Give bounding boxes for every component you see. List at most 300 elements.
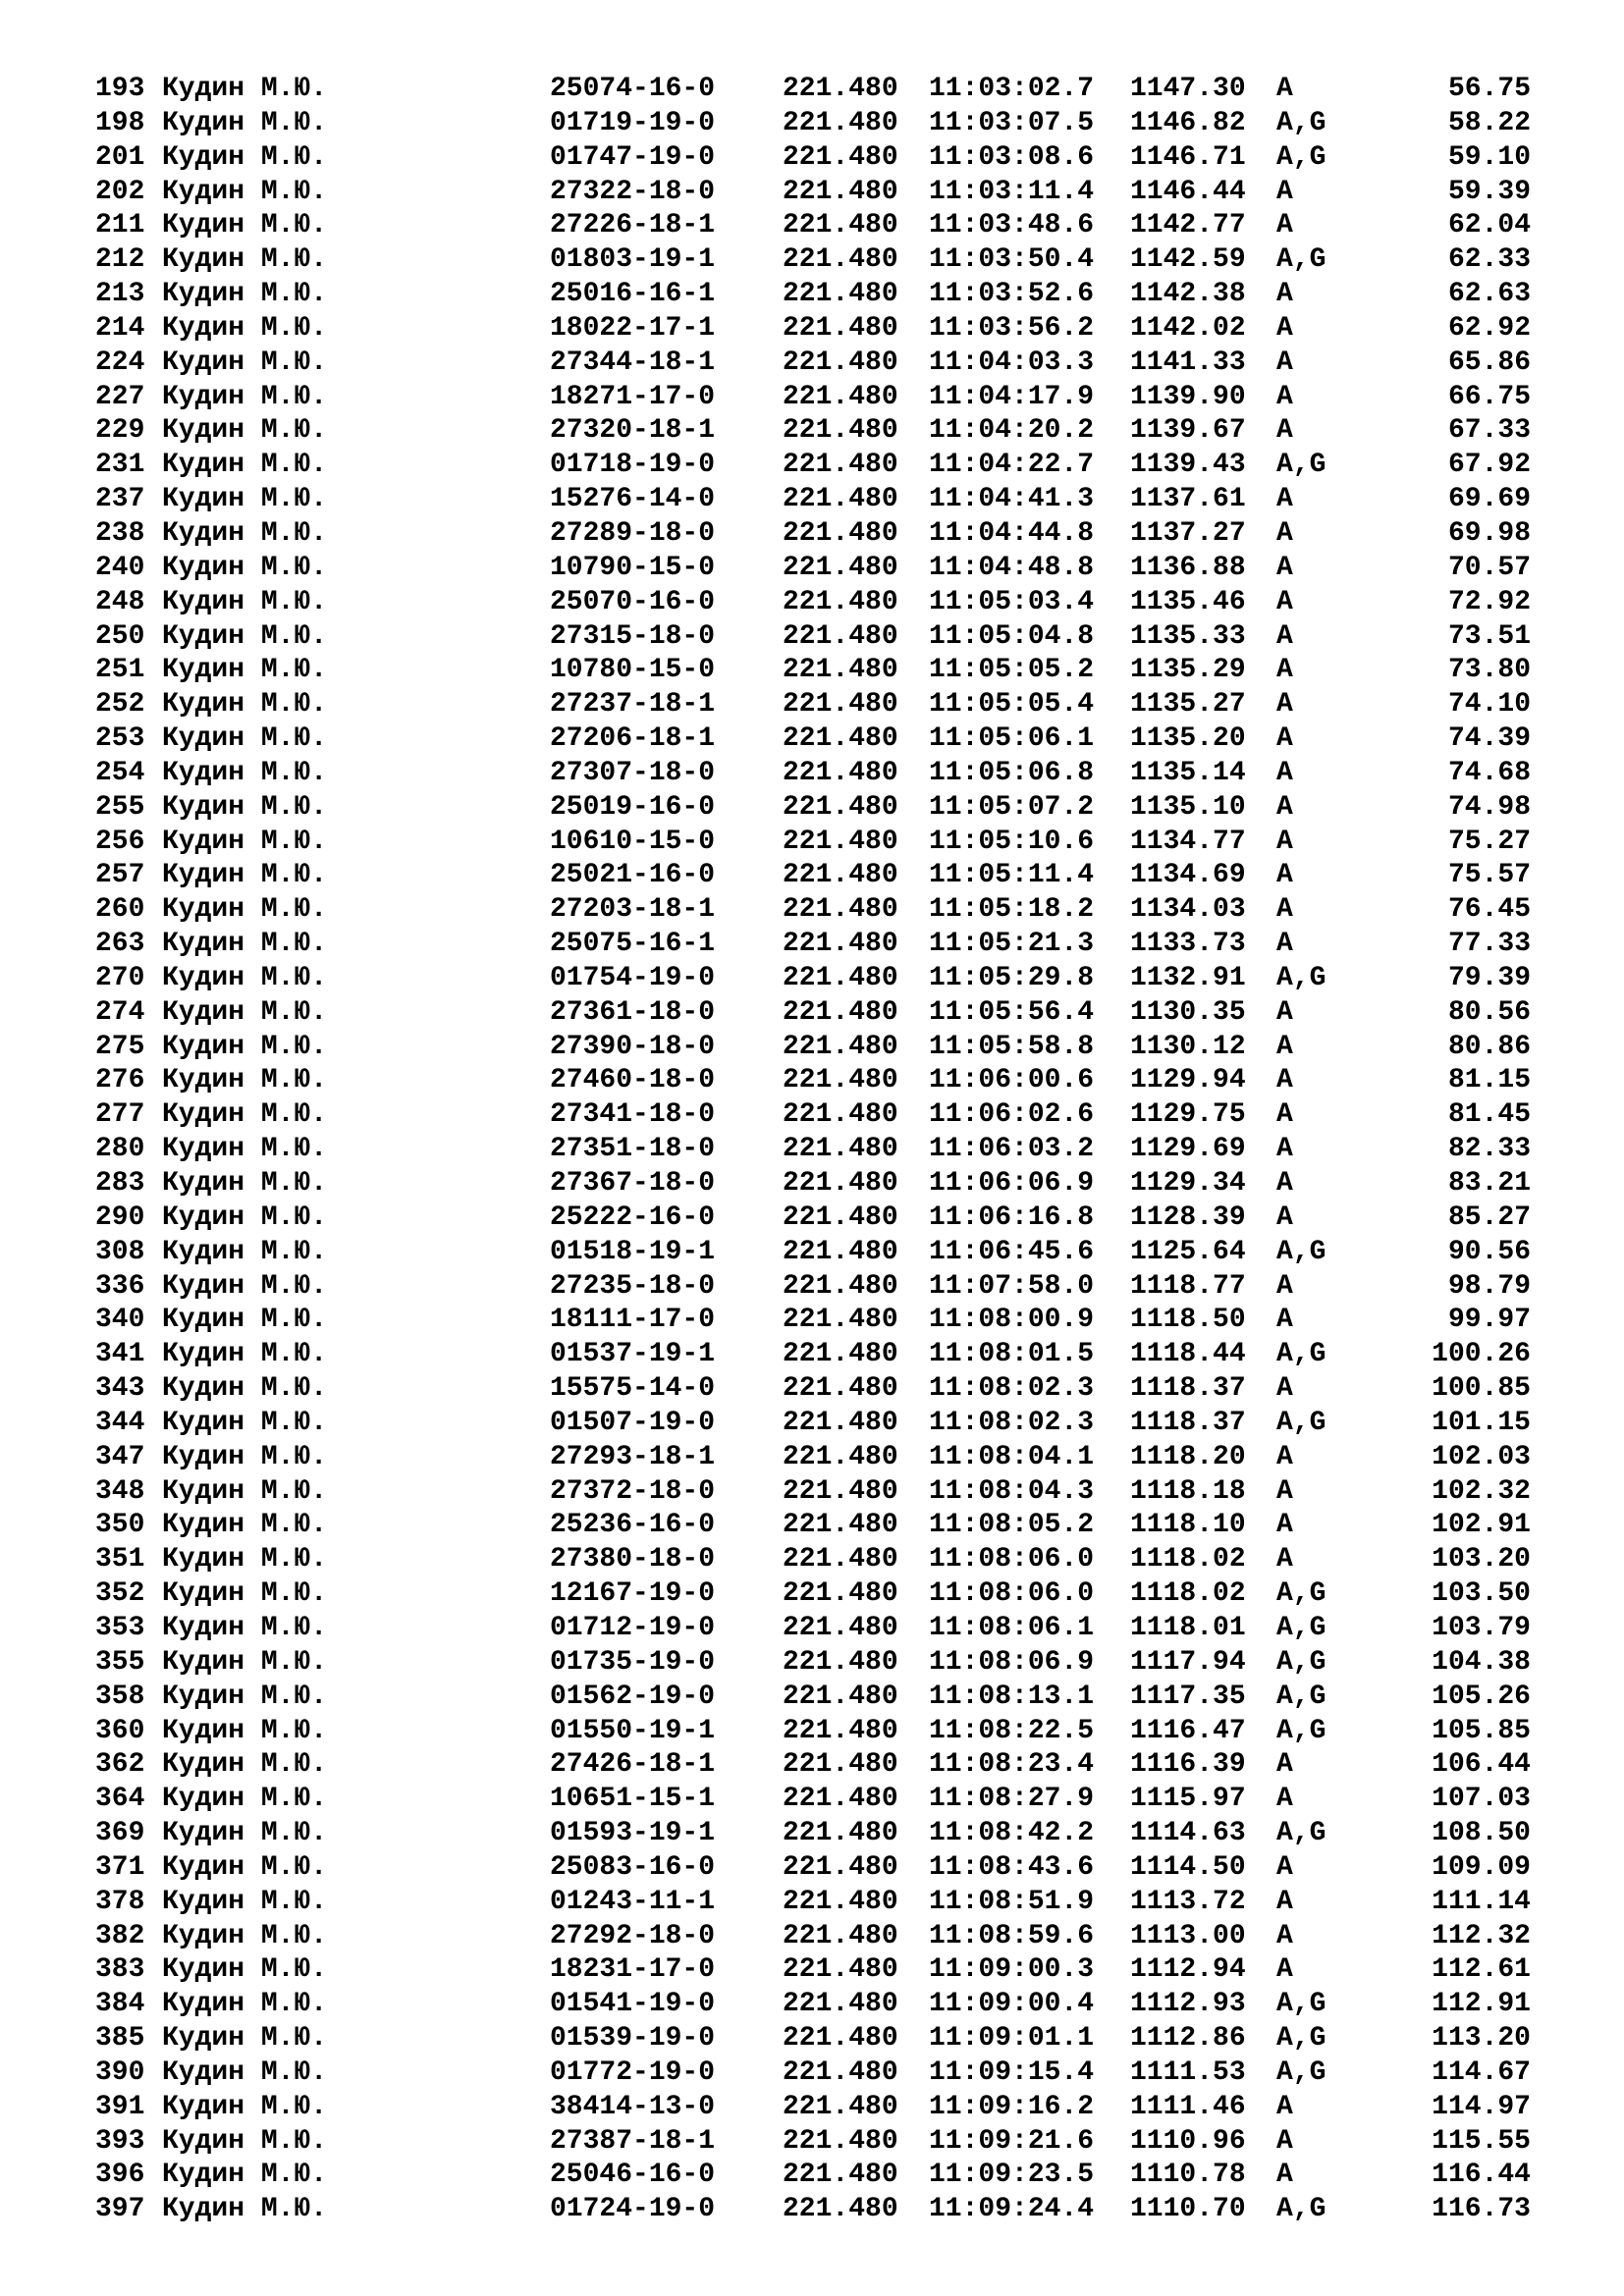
- owner-name: Кудин М.Ю.: [162, 2125, 328, 2157]
- table-row: [0, 1064, 1624, 1098]
- ring-number: 01507-19-0: [550, 1407, 716, 1438]
- ring-number: 27380-18-0: [550, 1544, 716, 1575]
- speed-value: 1116.39: [1130, 1749, 1246, 1781]
- arrival-time: 11:03:52.6: [929, 279, 1095, 310]
- distance-km: 221.480: [783, 74, 898, 104]
- flag-code: A: [1276, 1920, 1293, 1951]
- ring-number: 01562-19-0: [550, 1681, 716, 1712]
- table-row: [0, 1201, 1624, 1236]
- table-row: [0, 1372, 1624, 1407]
- flag-code: A: [1276, 347, 1293, 378]
- speed-value: 1146.71: [1130, 141, 1246, 173]
- table-row: [0, 1509, 1624, 1543]
- table-row: [0, 1817, 1624, 1851]
- arrival-time: 11:08:04.1: [929, 1441, 1095, 1472]
- speed-value: 1115.97: [1130, 1784, 1246, 1815]
- row-number: 251: [95, 655, 145, 686]
- score-value: 79.39: [1447, 962, 1531, 993]
- distance-km: 221.480: [783, 894, 898, 926]
- flag-code: A,G: [1276, 1407, 1326, 1438]
- table-row: [0, 449, 1624, 483]
- table-row: [0, 2125, 1624, 2160]
- speed-value: 1118.10: [1130, 1510, 1246, 1541]
- flag-code: A: [1276, 1851, 1293, 1883]
- score-value: 99.97: [1447, 1305, 1531, 1336]
- owner-name: Кудин М.Ю.: [162, 1612, 328, 1643]
- flag-code: A: [1276, 1544, 1293, 1575]
- table-row: [0, 517, 1624, 552]
- table-row: [0, 243, 1624, 278]
- score-value: 75.27: [1447, 826, 1531, 857]
- table-row: [0, 312, 1624, 347]
- score-value: 90.56: [1447, 1236, 1531, 1267]
- row-number: 391: [95, 2091, 145, 2122]
- ring-number: 10790-15-0: [550, 552, 716, 583]
- speed-value: 1112.94: [1130, 1954, 1246, 1986]
- speed-value: 1118.18: [1130, 1475, 1246, 1507]
- table-row: [0, 1886, 1624, 1920]
- row-number: 350: [95, 1510, 145, 1541]
- arrival-time: 11:08:05.2: [929, 1510, 1095, 1541]
- score-value: 73.51: [1447, 620, 1531, 652]
- score-value: 103.79: [1432, 1612, 1531, 1643]
- row-number: 248: [95, 586, 145, 617]
- arrival-time: 11:09:21.6: [929, 2125, 1095, 2157]
- distance-km: 221.480: [783, 1270, 898, 1302]
- table-row: [0, 1681, 1624, 1715]
- score-value: 59.10: [1447, 141, 1531, 173]
- distance-km: 221.480: [783, 1201, 898, 1233]
- flag-code: A: [1276, 655, 1293, 686]
- speed-value: 1110.96: [1130, 2125, 1246, 2157]
- table-row: [0, 2159, 1624, 2193]
- table-row: [0, 1407, 1624, 1441]
- score-value: 105.85: [1432, 1715, 1531, 1746]
- ring-number: 25046-16-0: [550, 2160, 716, 2191]
- flag-code: A,G: [1276, 1715, 1326, 1746]
- ring-number: 01724-19-0: [550, 2194, 716, 2225]
- ring-number: 27307-18-0: [550, 757, 716, 788]
- score-value: 105.26: [1432, 1681, 1531, 1712]
- owner-name: Кудин М.Ю.: [162, 1031, 328, 1062]
- owner-name: Кудин М.Ю.: [162, 1168, 328, 1199]
- flag-code: A,G: [1276, 107, 1326, 138]
- speed-value: 1135.10: [1130, 791, 1246, 823]
- distance-km: 221.480: [783, 517, 898, 549]
- flag-code: A: [1276, 552, 1293, 583]
- owner-name: Кудин М.Ю.: [162, 2194, 328, 2225]
- speed-value: 1147.30: [1130, 74, 1246, 104]
- distance-km: 221.480: [783, 1099, 898, 1131]
- owner-name: Кудин М.Ю.: [162, 1339, 328, 1370]
- flag-code: A: [1276, 210, 1293, 241]
- ring-number: 27361-18-0: [550, 996, 716, 1028]
- ring-number: 27322-18-0: [550, 176, 716, 207]
- owner-name: Кудин М.Ю.: [162, 244, 328, 276]
- row-number: 384: [95, 1989, 145, 2020]
- row-number: 382: [95, 1920, 145, 1951]
- speed-value: 1111.46: [1130, 2091, 1246, 2122]
- ring-number: 27460-18-0: [550, 1065, 716, 1096]
- score-value: 111.14: [1432, 1886, 1531, 1917]
- row-number: 253: [95, 723, 145, 755]
- owner-name: Кудин М.Ю.: [162, 620, 328, 652]
- distance-km: 221.480: [783, 1784, 898, 1815]
- distance-km: 221.480: [783, 2125, 898, 2157]
- arrival-time: 11:09:15.4: [929, 2056, 1095, 2088]
- distance-km: 221.480: [783, 689, 898, 721]
- flag-code: A: [1276, 860, 1293, 891]
- ring-number: 27351-18-0: [550, 1134, 716, 1165]
- score-value: 74.98: [1447, 791, 1531, 823]
- row-number: 308: [95, 1236, 145, 1267]
- distance-km: 221.480: [783, 141, 898, 173]
- score-value: 112.91: [1432, 1989, 1531, 2020]
- arrival-time: 11:03:56.2: [929, 312, 1095, 344]
- row-number: 198: [95, 107, 145, 138]
- speed-value: 1110.78: [1130, 2160, 1246, 2191]
- flag-code: A,G: [1276, 244, 1326, 276]
- arrival-time: 11:04:44.8: [929, 517, 1095, 549]
- owner-name: Кудин М.Ю.: [162, 1475, 328, 1507]
- arrival-time: 11:08:06.0: [929, 1544, 1095, 1575]
- row-number: 201: [95, 141, 145, 173]
- owner-name: Кудин М.Ю.: [162, 74, 328, 104]
- score-value: 67.33: [1447, 415, 1531, 447]
- score-value: 74.39: [1447, 723, 1531, 755]
- score-value: 115.55: [1432, 2125, 1531, 2157]
- owner-name: Кудин М.Ю.: [162, 1578, 328, 1610]
- score-value: 112.61: [1432, 1954, 1531, 1986]
- table-row: [0, 1270, 1624, 1305]
- score-value: 103.20: [1432, 1544, 1531, 1575]
- arrival-time: 11:06:16.8: [929, 1201, 1095, 1233]
- table-row: [0, 1783, 1624, 1817]
- owner-name: Кудин М.Ю.: [162, 450, 328, 481]
- ring-number: 27320-18-1: [550, 415, 716, 447]
- row-number: 343: [95, 1373, 145, 1405]
- owner-name: Кудин М.Ю.: [162, 723, 328, 755]
- arrival-time: 11:08:01.5: [929, 1339, 1095, 1370]
- arrival-time: 11:04:17.9: [929, 381, 1095, 412]
- distance-km: 221.480: [783, 791, 898, 823]
- ring-number: 27203-18-1: [550, 894, 716, 926]
- ring-number: 10651-15-1: [550, 1784, 716, 1815]
- table-row: [0, 928, 1624, 962]
- arrival-time: 11:09:23.5: [929, 2160, 1095, 2191]
- speed-value: 1141.33: [1130, 347, 1246, 378]
- ring-number: 10780-15-0: [550, 655, 716, 686]
- ring-number: 10610-15-0: [550, 826, 716, 857]
- speed-value: 1118.37: [1130, 1373, 1246, 1405]
- ring-number: 25236-16-0: [550, 1510, 716, 1541]
- ring-number: 01803-19-1: [550, 244, 716, 276]
- score-value: 109.09: [1432, 1851, 1531, 1883]
- arrival-time: 11:08:06.9: [929, 1646, 1095, 1678]
- speed-value: 1118.37: [1130, 1407, 1246, 1438]
- distance-km: 221.480: [783, 1954, 898, 1986]
- distance-km: 221.480: [783, 450, 898, 481]
- table-row: [0, 1748, 1624, 1783]
- owner-name: Кудин М.Ю.: [162, 2160, 328, 2191]
- owner-name: Кудин М.Ю.: [162, 791, 328, 823]
- ring-number: 01537-19-1: [550, 1339, 716, 1370]
- owner-name: Кудин М.Ю.: [162, 210, 328, 241]
- flag-code: A: [1276, 1065, 1293, 1096]
- arrival-time: 11:05:58.8: [929, 1031, 1095, 1062]
- speed-value: 1118.20: [1130, 1441, 1246, 1472]
- ring-number: 01719-19-0: [550, 107, 716, 138]
- flag-code: A,G: [1276, 141, 1326, 173]
- row-number: 340: [95, 1305, 145, 1336]
- owner-name: Кудин М.Ю.: [162, 860, 328, 891]
- distance-km: 221.480: [783, 996, 898, 1028]
- speed-value: 1142.38: [1130, 279, 1246, 310]
- ring-number: 25083-16-0: [550, 1851, 716, 1883]
- distance-km: 221.480: [783, 244, 898, 276]
- arrival-time: 11:05:05.2: [929, 655, 1095, 686]
- arrival-time: 11:05:04.8: [929, 620, 1095, 652]
- flag-code: A,G: [1276, 450, 1326, 481]
- ring-number: 27315-18-0: [550, 620, 716, 652]
- owner-name: Кудин М.Ю.: [162, 1784, 328, 1815]
- table-row: [0, 141, 1624, 176]
- distance-km: 221.480: [783, 1236, 898, 1267]
- arrival-time: 11:08:13.1: [929, 1681, 1095, 1712]
- owner-name: Кудин М.Ю.: [162, 1544, 328, 1575]
- row-number: 274: [95, 996, 145, 1028]
- distance-km: 221.480: [783, 1749, 898, 1781]
- owner-name: Кудин М.Ю.: [162, 2023, 328, 2055]
- ring-number: 25222-16-0: [550, 1201, 716, 1233]
- speed-value: 1135.20: [1130, 723, 1246, 755]
- table-row: [0, 688, 1624, 722]
- distance-km: 221.480: [783, 1989, 898, 2020]
- owner-name: Кудин М.Ю.: [162, 1715, 328, 1746]
- table-row: [0, 620, 1624, 655]
- table-row: [0, 278, 1624, 312]
- distance-km: 221.480: [783, 1510, 898, 1541]
- row-number: 214: [95, 312, 145, 344]
- score-value: 82.33: [1447, 1134, 1531, 1165]
- arrival-time: 11:09:16.2: [929, 2091, 1095, 2122]
- owner-name: Кудин М.Ю.: [162, 1134, 328, 1165]
- table-row: [0, 414, 1624, 449]
- table-row: [0, 1133, 1624, 1167]
- ring-number: 27387-18-1: [550, 2125, 716, 2157]
- speed-value: 1135.14: [1130, 757, 1246, 788]
- results-table: [0, 73, 1624, 2227]
- flag-code: A: [1276, 1475, 1293, 1507]
- owner-name: Кудин М.Ю.: [162, 347, 328, 378]
- flag-code: A: [1276, 996, 1293, 1028]
- distance-km: 221.480: [783, 1851, 898, 1883]
- flag-code: A: [1276, 381, 1293, 412]
- arrival-time: 11:05:18.2: [929, 894, 1095, 926]
- row-number: 275: [95, 1031, 145, 1062]
- score-value: 113.20: [1432, 2023, 1531, 2055]
- row-number: 250: [95, 620, 145, 652]
- score-value: 62.04: [1447, 210, 1531, 241]
- table-row: [0, 552, 1624, 586]
- arrival-time: 11:09:00.3: [929, 1954, 1095, 1986]
- distance-km: 221.480: [783, 176, 898, 207]
- score-value: 74.68: [1447, 757, 1531, 788]
- row-number: 276: [95, 1065, 145, 1096]
- speed-value: 1142.59: [1130, 244, 1246, 276]
- speed-value: 1112.86: [1130, 2023, 1246, 2055]
- ring-number: 01541-19-0: [550, 1989, 716, 2020]
- arrival-time: 11:05:11.4: [929, 860, 1095, 891]
- row-number: 283: [95, 1168, 145, 1199]
- arrival-time: 11:05:21.3: [929, 929, 1095, 960]
- ring-number: 27367-18-0: [550, 1168, 716, 1199]
- arrival-time: 11:05:07.2: [929, 791, 1095, 823]
- score-value: 85.27: [1447, 1201, 1531, 1233]
- owner-name: Кудин М.Ю.: [162, 655, 328, 686]
- arrival-time: 11:06:06.9: [929, 1168, 1095, 1199]
- distance-km: 221.480: [783, 415, 898, 447]
- flag-code: A: [1276, 1201, 1293, 1233]
- ring-number: 18231-17-0: [550, 1954, 716, 1986]
- flag-code: A,G: [1276, 1989, 1326, 2020]
- distance-km: 221.480: [783, 1920, 898, 1951]
- row-number: 397: [95, 2194, 145, 2225]
- owner-name: Кудин М.Ю.: [162, 1441, 328, 1472]
- table-row: [0, 722, 1624, 757]
- distance-km: 221.480: [783, 1886, 898, 1917]
- table-row: [0, 176, 1624, 210]
- table-row: [0, 381, 1624, 415]
- flag-code: A,G: [1276, 2056, 1326, 2088]
- ring-number: 27237-18-1: [550, 689, 716, 721]
- arrival-time: 11:08:06.0: [929, 1578, 1095, 1610]
- ring-number: 27235-18-0: [550, 1270, 716, 1302]
- flag-code: A: [1276, 1749, 1293, 1781]
- flag-code: A,G: [1276, 2194, 1326, 2225]
- speed-value: 1128.39: [1130, 1201, 1246, 1233]
- table-row: [0, 209, 1624, 243]
- distance-km: 221.480: [783, 1818, 898, 1849]
- score-value: 73.80: [1447, 655, 1531, 686]
- speed-value: 1118.01: [1130, 1612, 1246, 1643]
- speed-value: 1146.44: [1130, 176, 1246, 207]
- arrival-time: 11:06:00.6: [929, 1065, 1095, 1096]
- score-value: 108.50: [1432, 1818, 1531, 1849]
- ring-number: 38414-13-0: [550, 2091, 716, 2122]
- score-value: 103.50: [1432, 1578, 1531, 1610]
- table-row: [0, 1851, 1624, 1886]
- owner-name: Кудин М.Ю.: [162, 381, 328, 412]
- distance-km: 221.480: [783, 1373, 898, 1405]
- arrival-time: 11:07:58.0: [929, 1270, 1095, 1302]
- owner-name: Кудин М.Ю.: [162, 1407, 328, 1438]
- row-number: 336: [95, 1270, 145, 1302]
- speed-value: 1133.73: [1130, 929, 1246, 960]
- speed-value: 1139.43: [1130, 450, 1246, 481]
- flag-code: A: [1276, 1305, 1293, 1336]
- owner-name: Кудин М.Ю.: [162, 894, 328, 926]
- speed-value: 1114.63: [1130, 1818, 1246, 1849]
- arrival-time: 11:09:01.1: [929, 2023, 1095, 2055]
- owner-name: Кудин М.Ю.: [162, 996, 328, 1028]
- score-value: 66.75: [1447, 381, 1531, 412]
- speed-value: 1125.64: [1130, 1236, 1246, 1267]
- speed-value: 1134.69: [1130, 860, 1246, 891]
- row-number: 390: [95, 2056, 145, 2088]
- distance-km: 221.480: [783, 210, 898, 241]
- flag-code: A: [1276, 1373, 1293, 1405]
- arrival-time: 11:08:23.4: [929, 1749, 1095, 1781]
- row-number: 383: [95, 1954, 145, 1986]
- score-value: 101.15: [1432, 1407, 1531, 1438]
- row-number: 355: [95, 1646, 145, 1678]
- table-row: [0, 1612, 1624, 1646]
- owner-name: Кудин М.Ю.: [162, 2091, 328, 2122]
- distance-km: 221.480: [783, 1065, 898, 1096]
- distance-km: 221.480: [783, 312, 898, 344]
- ring-number: 18271-17-0: [550, 381, 716, 412]
- speed-value: 1142.02: [1130, 312, 1246, 344]
- arrival-time: 11:06:02.6: [929, 1099, 1095, 1131]
- row-number: 347: [95, 1441, 145, 1472]
- ring-number: 25016-16-1: [550, 279, 716, 310]
- flag-code: A,G: [1276, 1612, 1326, 1643]
- arrival-time: 11:08:43.6: [929, 1851, 1095, 1883]
- flag-code: A: [1276, 1510, 1293, 1541]
- speed-value: 1129.34: [1130, 1168, 1246, 1199]
- flag-code: A: [1276, 791, 1293, 823]
- row-number: 396: [95, 2160, 145, 2191]
- flag-code: A: [1276, 757, 1293, 788]
- owner-name: Кудин М.Ю.: [162, 1749, 328, 1781]
- distance-km: 221.480: [783, 1305, 898, 1336]
- arrival-time: 11:03:08.6: [929, 141, 1095, 173]
- owner-name: Кудин М.Ю.: [162, 312, 328, 344]
- table-row: [0, 1646, 1624, 1681]
- row-number: 256: [95, 826, 145, 857]
- speed-value: 1113.72: [1130, 1886, 1246, 1917]
- ring-number: 27341-18-0: [550, 1099, 716, 1131]
- arrival-time: 11:03:02.7: [929, 74, 1095, 104]
- score-value: 56.75: [1447, 74, 1531, 104]
- ring-number: 27293-18-1: [550, 1441, 716, 1472]
- table-row: [0, 107, 1624, 141]
- score-value: 114.97: [1432, 2091, 1531, 2122]
- distance-km: 221.480: [783, 2056, 898, 2088]
- arrival-time: 11:08:27.9: [929, 1784, 1095, 1815]
- score-value: 62.92: [1447, 312, 1531, 344]
- flag-code: A: [1276, 1270, 1293, 1302]
- arrival-time: 11:06:03.2: [929, 1134, 1095, 1165]
- flag-code: A: [1276, 929, 1293, 960]
- speed-value: 1137.61: [1130, 484, 1246, 515]
- owner-name: Кудин М.Ю.: [162, 141, 328, 173]
- table-row: [0, 1098, 1624, 1133]
- arrival-time: 11:04:20.2: [929, 415, 1095, 447]
- row-number: 270: [95, 962, 145, 993]
- row-number: 263: [95, 929, 145, 960]
- distance-km: 221.480: [783, 655, 898, 686]
- table-row: [0, 1920, 1624, 1954]
- row-number: 393: [95, 2125, 145, 2157]
- distance-km: 221.480: [783, 586, 898, 617]
- table-row: [0, 757, 1624, 791]
- table-row: [0, 347, 1624, 381]
- table-row: [0, 859, 1624, 893]
- distance-km: 221.480: [783, 1339, 898, 1370]
- distance-km: 221.480: [783, 1168, 898, 1199]
